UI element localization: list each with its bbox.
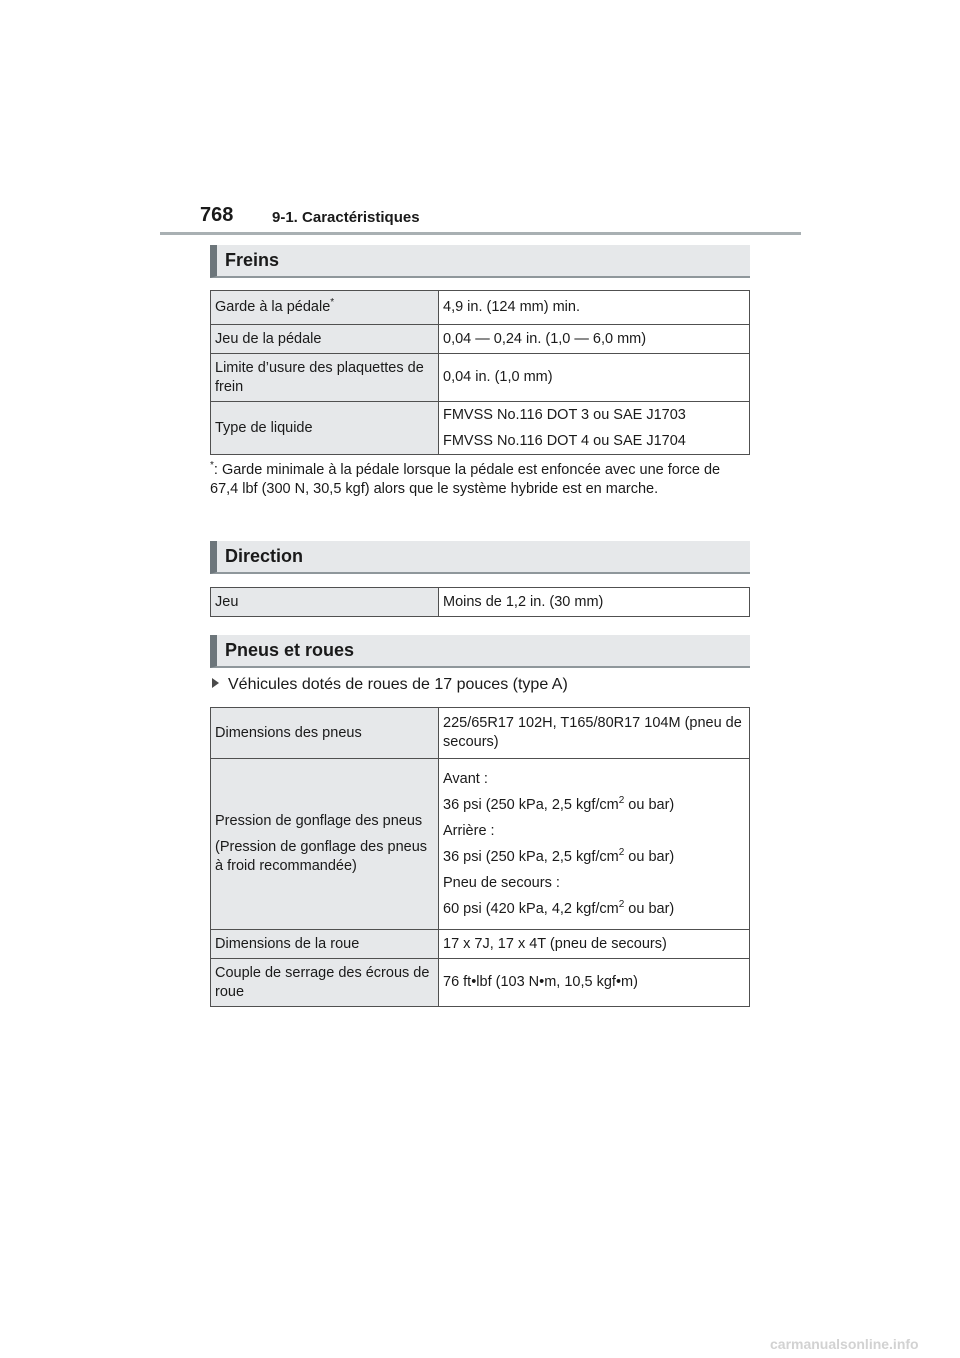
header-rule	[160, 232, 801, 235]
tires-spec-table	[210, 707, 750, 1007]
page-number: 768	[200, 204, 234, 226]
spec-value: 0,04 in. (1,0 mm)	[439, 354, 750, 402]
value-line: Arrière :	[443, 822, 495, 839]
section-heading-direction	[210, 541, 750, 574]
spec-key	[211, 759, 439, 930]
spec-value	[439, 402, 750, 455]
value-line: 36 psi (250 kPa, 2,5 kgf/$cm^2$ ou bar)	[443, 794, 675, 813]
chapter-title: 9-1. Caractéristiques	[272, 209, 420, 226]
spec-key: Limite d’usure des plaquettes de frein	[211, 354, 439, 402]
spec-key: Type de liquide	[211, 402, 439, 455]
spec-value: 4,9 in. (124 mm) min.	[439, 291, 750, 325]
brakes-footnote	[210, 461, 750, 499]
spec-value: 0,04 — 0,24 in. (1,0 — 6,0 mm)	[439, 325, 750, 354]
spec-key: Jeu	[211, 588, 439, 617]
spec-value: 225/65R17 102H, T165/80R17 104M (pneu de secours)	[439, 708, 750, 759]
table-row	[211, 930, 750, 959]
footnote-text: : Garde minimale à la pédale lorsque la pédale est enfoncée avec une force de 67,4 lbf (300 N, 30,5 kgf) alors que le système hybride est en marche.	[210, 462, 721, 497]
value-line: Avant :	[443, 770, 488, 787]
spec-value: 76 ft•lbf (103 N•m, 10,5 kgf•m)	[439, 959, 750, 1007]
value-line: FMVSS No.116 DOT 4 ou SAE J1704	[443, 432, 686, 449]
watermark-text: carmanualsonline.info	[770, 1336, 919, 1352]
table-row	[211, 759, 750, 930]
table-row	[211, 708, 750, 759]
table-row	[211, 402, 750, 455]
steering-spec-table	[210, 587, 750, 617]
tire-type-subheading	[212, 676, 568, 694]
value-line: FMVSS No.116 DOT 3 ou SAE J1703	[443, 406, 686, 423]
section-heading-text: Pneus et roues	[225, 640, 355, 660]
section-heading-freins	[210, 245, 750, 278]
section-heading-text: Direction	[225, 546, 304, 566]
spec-key: Dimensions de la roue	[211, 930, 439, 959]
spec-key: Dimensions des pneus	[211, 708, 439, 759]
section-heading-text: Freins	[225, 250, 280, 270]
value-line: 36 psi (250 kPa, 2,5 kgf/$cm^2$ ou bar)	[443, 846, 675, 865]
footnote-marker: *	[330, 297, 335, 309]
triangle-bullet-icon	[212, 678, 219, 688]
table-row	[211, 959, 750, 1007]
section-heading-pneus	[210, 635, 750, 668]
spec-key: Jeu de la pédale	[211, 325, 439, 354]
spec-key: Garde à la pédale*	[211, 291, 439, 325]
spec-value: 17 x 7J, 17 x 4T (pneu de secours)	[439, 930, 750, 959]
subheading-text: Véhicules dotés de roues de 17 pouces (type A)	[228, 676, 568, 693]
brakes-spec-table	[210, 290, 750, 455]
footnote-marker: *	[210, 460, 214, 472]
table-row	[211, 291, 750, 325]
spec-value	[439, 759, 750, 930]
table-row	[211, 588, 750, 617]
table-row	[211, 354, 750, 402]
key-line: Pression de gonflage des pneus	[215, 813, 423, 829]
page-header	[160, 204, 801, 236]
spec-key: Couple de serrage des écrous de roue	[211, 959, 439, 1007]
table-row	[211, 325, 750, 354]
spec-value: Moins de 1,2 in. (30 mm)	[439, 588, 750, 617]
key-line: (Pression de gonflage des pneus à froid recommandée)	[215, 839, 428, 874]
value-line: 60 psi (420 kPa, 4,2 kgf/$cm^2$ ou bar)	[443, 898, 675, 917]
value-line: Pneu de secours :	[443, 874, 560, 891]
